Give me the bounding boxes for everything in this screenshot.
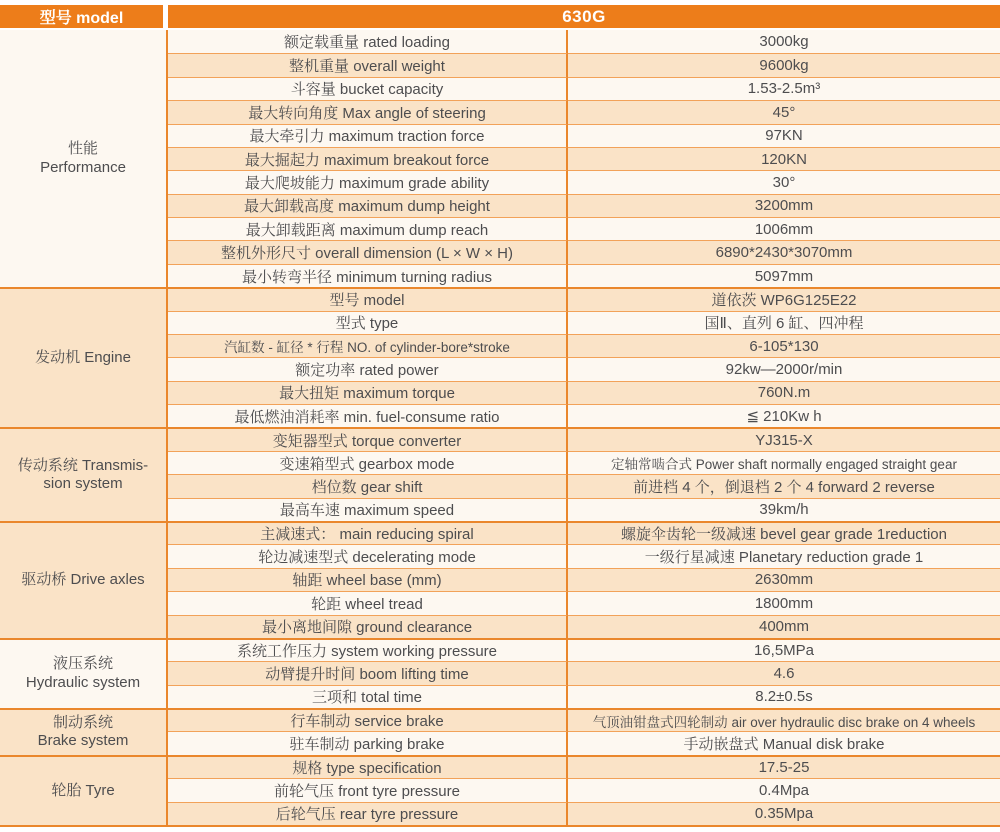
value-cell: 97KN	[568, 124, 1000, 147]
value-cell: 6890*2430*3070mm	[568, 240, 1000, 263]
category-label: Brake system	[37, 732, 129, 750]
param-cell: 档位数 gear shift	[168, 474, 568, 497]
param-cell: 汽缸数 - 缸径 * 行程 NO. of cylinder-bore*stroke	[168, 334, 568, 357]
param-cell: 轮边减速型式 decelerating mode	[168, 544, 568, 567]
category-cell	[0, 30, 168, 287]
param-cell: 轮距 wheel tread	[168, 591, 568, 614]
category-cell	[0, 708, 168, 755]
param-cell: 最大转向角度 Max angle of steering	[168, 100, 568, 123]
value-cell: 1.53-2.5m³	[568, 77, 1000, 100]
param-cell: 轴距 wheel base (mm)	[168, 568, 568, 591]
param-cell: 最低燃油消耗率 min. fuel-consume ratio	[168, 404, 568, 427]
param-cell: 最大掘起力 maximum breakout force	[168, 147, 568, 170]
category-label: 传动系统 Transmis-	[17, 456, 149, 474]
param-cell: 规格 type specification	[168, 755, 568, 778]
value-cell: 760N.m	[568, 381, 1000, 404]
header-model-value: 630G	[168, 5, 1000, 30]
param-cell: 系统工作压力 system working pressure	[168, 638, 568, 661]
param-cell: 最大爬坡能力 maximum grade ability	[168, 170, 568, 193]
value-cell: 气顶油钳盘式四轮制动 air over hydraulic disc brake on 4 wheels	[568, 708, 1000, 731]
param-cell: 最大卸载高度 maximum dump height	[168, 194, 568, 217]
param-cell: 整机外形尺寸 overall dimension (L × W × H)	[168, 240, 568, 263]
value-cell: 400mm	[568, 615, 1000, 638]
value-cell: 4.6	[568, 661, 1000, 684]
category-label: 性能	[67, 139, 98, 157]
category-label: 驱动桥 Drive axles	[21, 571, 145, 589]
category-cell	[0, 755, 168, 825]
spec-table	[0, 5, 1000, 827]
value-cell: YJ315-X	[568, 427, 1000, 450]
param-cell: 变矩器型式 torque converter	[168, 427, 568, 450]
param-cell: 主减速式： main reducing spiral	[168, 521, 568, 544]
param-cell: 斗容量 bucket capacity	[168, 77, 568, 100]
category-cell	[0, 521, 168, 638]
value-cell: ≦ 210Kw h	[568, 404, 1000, 427]
param-cell: 最大卸载距离 maximum dump reach	[168, 217, 568, 240]
category-label: Performance	[40, 158, 126, 176]
value-cell: 17.5-25	[568, 755, 1000, 778]
value-cell: 9600kg	[568, 53, 1000, 76]
param-cell: 型号 model	[168, 287, 568, 310]
param-cell: 最小离地间隙 ground clearance	[168, 615, 568, 638]
param-cell: 整机重量 overall weight	[168, 53, 568, 76]
category-label: 轮胎 Tyre	[51, 781, 115, 799]
value-cell: 前进档 4 个，倒退档 2 个 4 forward 2 reverse	[568, 474, 1000, 497]
value-cell: 国Ⅱ、直列 6 缸、四冲程	[568, 311, 1000, 334]
value-cell: 一级行星减速 Planetary reduction grade 1	[568, 544, 1000, 567]
value-cell: 5097mm	[568, 264, 1000, 287]
value-cell: 螺旋伞齿轮一级减速 bevel gear grade 1reduction	[568, 521, 1000, 544]
param-cell: 变速箱型式 gearbox mode	[168, 451, 568, 474]
category-label: Hydraulic system	[25, 674, 141, 691]
value-cell: 120KN	[568, 147, 1000, 170]
param-cell: 额定功率 rated power	[168, 357, 568, 380]
category-cell	[0, 287, 168, 427]
param-cell: 最小转弯半径 minimum turning radius	[168, 264, 568, 287]
value-cell: 92kw—2000r/min	[568, 357, 1000, 380]
value-cell: 2630mm	[568, 568, 1000, 591]
category-label: 制动系统	[52, 713, 113, 731]
value-cell: 3200mm	[568, 194, 1000, 217]
value-cell: 3000kg	[568, 30, 1000, 53]
value-cell: 1800mm	[568, 591, 1000, 614]
value-cell: 手动嵌盘式 Manual disk brake	[568, 731, 1000, 754]
value-cell: 道依茨 WP6G125E22	[568, 287, 1000, 310]
param-cell: 驻车制动 parking brake	[168, 731, 568, 754]
value-cell: 0.35Mpa	[568, 802, 1000, 825]
value-cell: 定轴常啮合式 Power shaft normally engaged straight gear	[568, 451, 1000, 474]
value-cell: 45°	[568, 100, 1000, 123]
value-cell: 39km/h	[568, 498, 1000, 521]
category-cell	[0, 427, 168, 521]
param-cell: 前轮气压 front tyre pressure	[168, 778, 568, 801]
param-cell: 最大牵引力 maximum traction force	[168, 124, 568, 147]
param-cell: 型式 type	[168, 311, 568, 334]
value-cell: 1006mm	[568, 217, 1000, 240]
value-cell: 6-105*130	[568, 334, 1000, 357]
param-cell: 三项和 total time	[168, 685, 568, 708]
param-cell: 额定载重量 rated loading	[168, 30, 568, 53]
value-cell: 16,5MPa	[568, 638, 1000, 661]
param-cell: 后轮气压 rear tyre pressure	[168, 802, 568, 825]
value-cell: 0.4Mpa	[568, 778, 1000, 801]
category-cell	[0, 638, 168, 708]
header-model-label: 型号 model	[0, 5, 168, 30]
category-label: sion system	[43, 475, 123, 493]
param-cell: 最高车速 maximum speed	[168, 498, 568, 521]
value-cell: 8.2±0.5s	[568, 685, 1000, 708]
param-cell: 行车制动 service brake	[168, 708, 568, 731]
category-label: 发动机 Engine	[35, 348, 131, 366]
value-cell: 30°	[568, 170, 1000, 193]
param-cell: 动臂提升时间 boom lifting time	[168, 661, 568, 684]
category-label: 液压系统	[52, 655, 113, 673]
param-cell: 最大扭矩 maximum torque	[168, 381, 568, 404]
